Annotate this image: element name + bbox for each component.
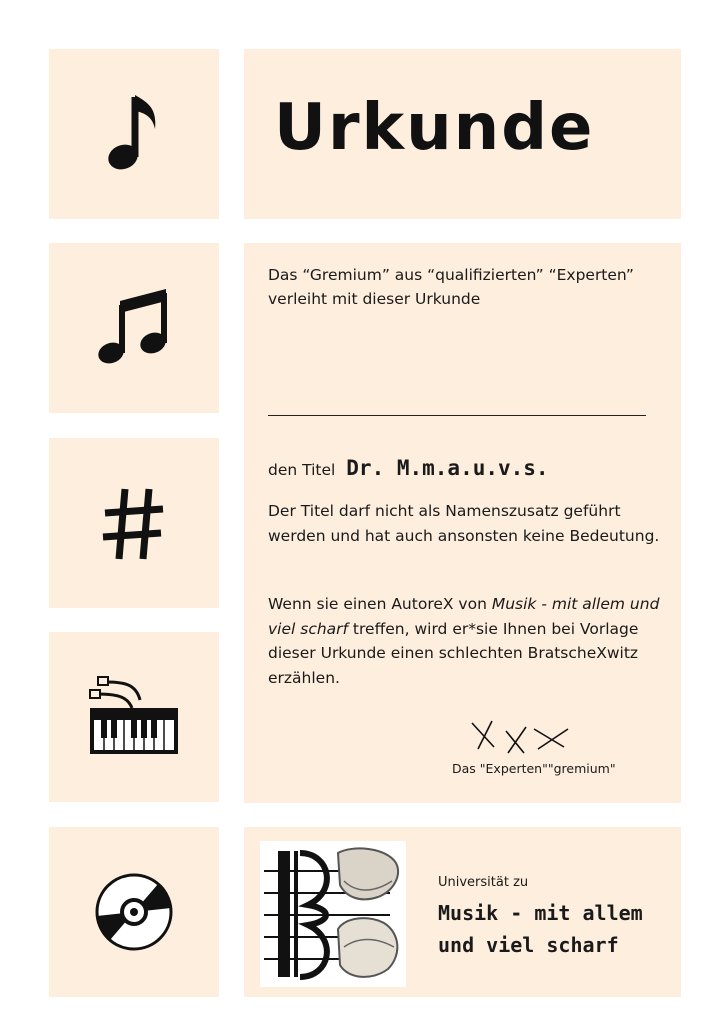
sharp-tile (49, 438, 219, 608)
intro-text: Das “Gremium” aus “qualifizierten” “Experten” verleiht mit dieser Urkunde (268, 266, 634, 308)
joke-paragraph-end: treffen, wird er*sie Ihnen bei Vorlage dieser Urkunde einen schlechten BratscheXwitz erzählen. (268, 619, 639, 687)
signature-caption: Das "Experten""gremium" (452, 761, 616, 776)
eighth-note-tile (49, 49, 219, 219)
university-crest-icon (260, 841, 406, 987)
joke-paragraph-start: Wenn sie einen AutoreX von (268, 595, 492, 613)
keyboard-icon (84, 672, 184, 762)
eighth-note-icon (99, 89, 169, 179)
beamed-notes-icon (94, 283, 174, 373)
certificate-body (244, 243, 681, 803)
university-panel (244, 827, 681, 997)
certificate-title: Urkunde (274, 91, 595, 165)
disclaimer-text: Der Titel darf nicht als Namenszusatz geführt werden und hat auch ansonsten keine Bedeutung. (268, 502, 660, 545)
degree-prefix: den Titel (268, 461, 336, 479)
joke-paragraph-italic: Musik - mit allem und viel scharf (268, 595, 660, 638)
sharp-icon (99, 483, 169, 563)
signature-mark (468, 717, 578, 757)
university-prefix: Universität zu (438, 875, 529, 890)
recipient-name-line (268, 415, 646, 416)
keyboard-tile (49, 632, 219, 802)
cd-tile (49, 827, 219, 997)
joke-paragraph (268, 592, 663, 690)
degree-title: Dr. M.m.a.u.v.s. (346, 456, 549, 480)
degree-row (268, 456, 549, 480)
title-panel (244, 49, 681, 219)
university-name: Musik - mit allem und viel scharf (438, 901, 643, 957)
beamed-notes-tile (49, 243, 219, 413)
cd-icon (92, 870, 176, 954)
